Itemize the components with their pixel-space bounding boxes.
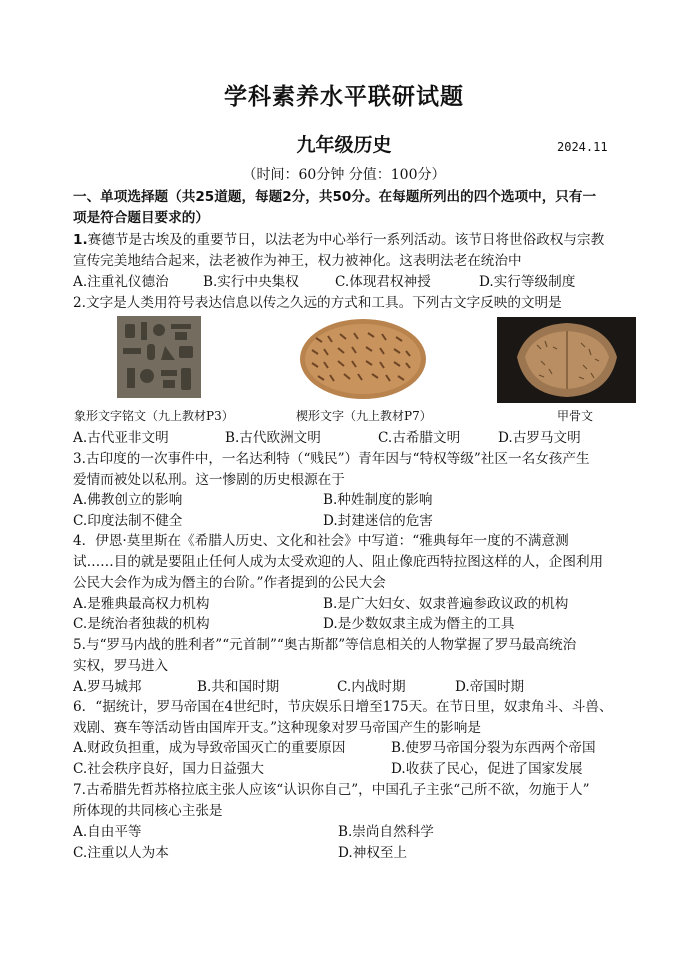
question-5-options (73, 677, 633, 697)
question-6-options-row-1 (73, 738, 633, 758)
question-7-line-1: 7.古希腊先哲苏格拉底主张人应该“认识你自己”，中国孔子主张“己所不欲，勿施于人” (73, 782, 590, 798)
caption-oracle-bone: 甲骨文 (557, 409, 594, 423)
question-2-options (73, 428, 633, 448)
question-7-options-row-1 (73, 822, 633, 842)
question-6-options-row-2 (73, 759, 633, 779)
exam-meta: （时间：60分钟 分值：100分） (242, 167, 446, 183)
option-a[interactable]: A.罗马城邦 (73, 679, 142, 695)
option-a[interactable]: A.佛教创立的影响 (73, 492, 183, 508)
option-d[interactable]: D.实行等级制度 (479, 274, 576, 290)
option-a[interactable]: A.是雅典最高权力机构 (73, 596, 210, 612)
question-6-line-1: 6．“据统计，罗马帝国在4世纪时，节庆娱乐日增至175天。在节日里，奴隶角斗、斗兽、 (73, 699, 613, 715)
option-c[interactable]: C.社会秩序良好，国力日益强大 (73, 761, 264, 777)
option-c[interactable]: C.体现君权神授 (335, 274, 431, 290)
question-4-options-row-2 (73, 614, 633, 634)
option-b[interactable]: B.种姓制度的影响 (323, 492, 433, 508)
question-3-options-row-2 (73, 511, 633, 531)
option-d[interactable]: D.古罗马文明 (498, 430, 581, 446)
exam-title: 学科素养水平联研试题 (224, 84, 464, 110)
option-c[interactable]: C.是统治者独裁的机构 (73, 616, 210, 632)
question-2-line-1: 2.文字是人类用符号表达信息以传之久远的方式和工具。下列古文字反映的文明是 (73, 295, 562, 311)
question-3-options-row-1 (73, 490, 633, 510)
question-3-line-1: 3.古印度的一次事件中，一名达利特（“贱民”）青年因与“特权等级”社区一名女孩产生 (73, 451, 590, 467)
question-5-line-1: 5.与“罗马内战的胜利者”“元首制”“奥古斯都”等信息相关的人物掌握了罗马最高统治 (73, 637, 577, 653)
option-c[interactable]: C.古希腊文明 (378, 430, 461, 446)
option-b[interactable]: B.古代欧洲文明 (225, 430, 321, 446)
question-1-line-1 (73, 230, 633, 250)
caption-hieroglyph: 象形文字铭文（九上教材P3） (74, 409, 234, 423)
option-d[interactable]: D.是少数奴隶主成为僭主的工具 (323, 616, 515, 632)
option-d[interactable]: D.神权至上 (338, 845, 408, 861)
section-heading-cont: 项是符合题目要求的） (73, 210, 209, 226)
question-6-line-2: 戏剧、赛车等活动皆由国库开支。”这种现象对罗马帝国产生的影响是 (73, 720, 481, 736)
option-a[interactable]: A.注重礼仪德治 (73, 274, 169, 290)
option-b[interactable]: B.实行中央集权 (203, 274, 299, 290)
question-4-line-3: 公民大会作为成为僭主的台阶。”作者提到的公民大会 (73, 575, 386, 591)
oracle-bone-image (497, 317, 636, 403)
exam-date: 2024.11 (557, 140, 608, 154)
option-c[interactable]: C.印度法制不健全 (73, 513, 183, 529)
question-3-line-2: 爱情而被处以私刑。这一惨剧的历史根源在于 (73, 472, 345, 488)
question-1-line-2: 宣传完美地结合起来，法老被作为神王，权力被神化。这表明法老在统治中 (73, 253, 522, 269)
question-4-line-2: 试……目的就是要阻止任何人成为太受欢迎的人、阻止像庇西特拉图这样的人，企图利用 (73, 554, 604, 570)
section-heading: 一、单项选择题（共25道题，每题2分，共50分。在每题所列出的四个选项中，只有一 (73, 189, 597, 205)
cuneiform-tablet-image (298, 316, 428, 401)
question-4-options-row-1 (73, 594, 633, 614)
option-b[interactable]: B.共和国时期 (197, 679, 280, 695)
option-b[interactable]: B.是广大妇女、奴隶普遍参政议政的机构 (323, 596, 569, 612)
option-a[interactable]: A.财政负担重，成为导致帝国灭亡的重要原因 (73, 740, 346, 756)
question-5-line-2: 实权，罗马进入 (73, 658, 169, 674)
option-d[interactable]: D.收获了民心，促进了国家发展 (391, 761, 583, 777)
question-7-options-row-2 (73, 843, 633, 863)
question-number: 1. (73, 232, 88, 248)
option-b[interactable]: B.使罗马帝国分裂为东西两个帝国 (391, 740, 596, 756)
option-d[interactable]: D.帝国时期 (455, 679, 525, 695)
exam-subtitle: 九年级历史 (296, 134, 392, 156)
question-1-options (73, 272, 633, 292)
question-7-line-2: 所体现的共同核心主张是 (73, 803, 223, 819)
question-4-line-1: 4．伊恩·莫里斯在《希腊人历史、文化和社会》中写道：“雅典每年一度的不满意测 (73, 533, 569, 549)
option-a[interactable]: A.古代亚非文明 (73, 430, 169, 446)
caption-cuneiform: 楔形文字（九上教材P7） (296, 409, 432, 423)
option-c[interactable]: C.注重以人为本 (73, 845, 169, 861)
hieroglyph-inscription-image (117, 316, 201, 398)
option-a[interactable]: A.自由平等 (73, 824, 142, 840)
option-b[interactable]: B.崇尚自然科学 (338, 824, 434, 840)
option-c[interactable]: C.内战时期 (337, 679, 406, 695)
option-d[interactable]: D.封建迷信的危害 (323, 513, 433, 529)
question-text-visible: 赛德节是古埃及的重要节日，以法老为中心举行一系列活动。该节日将世俗政权与宗教 (87, 232, 605, 248)
